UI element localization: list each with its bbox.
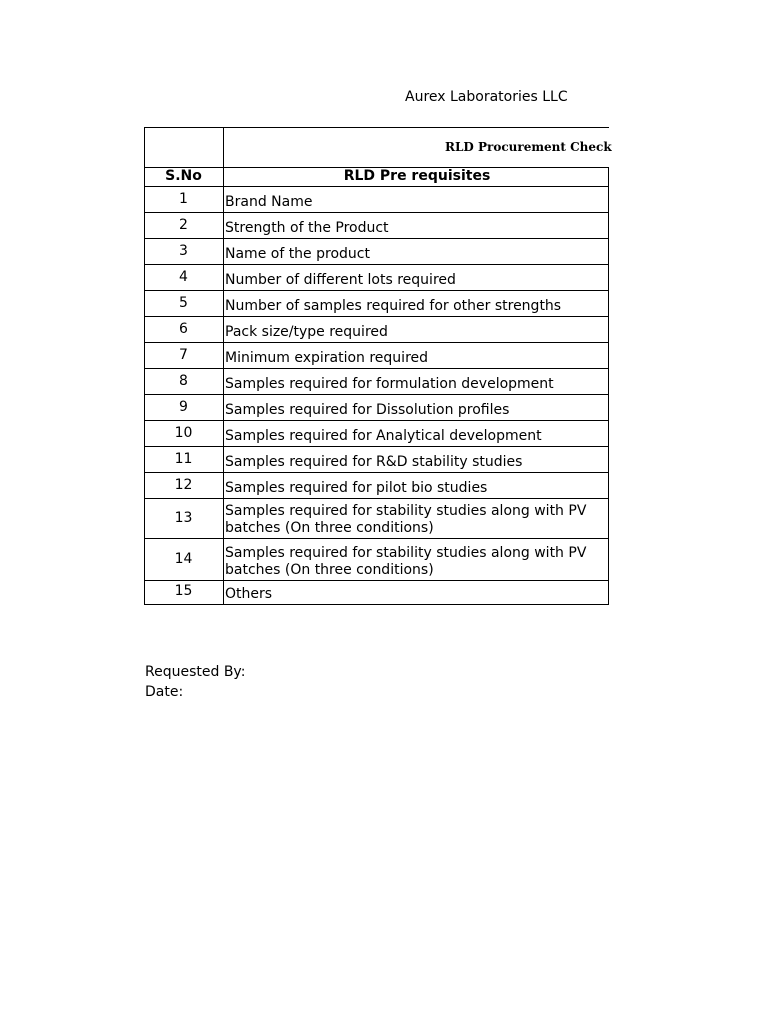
row-divider	[144, 394, 609, 395]
prerequisite-text: Others	[225, 586, 273, 602]
prerequisite-text: Name of the product	[225, 246, 370, 262]
row-number: 3	[179, 243, 188, 259]
row-number: 5	[179, 295, 188, 311]
row-number: 11	[174, 451, 193, 467]
requested-by-label: Requested By:	[145, 664, 246, 680]
prerequisite-text: Samples required for Dissolution profiles	[225, 402, 510, 418]
prerequisite-text: Samples required for formulation development	[225, 376, 554, 392]
row-divider	[144, 420, 609, 421]
row-number: 15	[174, 583, 193, 599]
row-divider	[144, 342, 609, 343]
table-column-divider	[223, 127, 224, 605]
row-number: 12	[174, 477, 193, 493]
prerequisite-text-line-1: Samples required for stability studies along with PV	[225, 545, 587, 561]
prerequisite-text-line-2: batches (On three conditions)	[225, 562, 434, 578]
column-header-sno: S.No	[165, 168, 202, 184]
row-divider	[144, 446, 609, 447]
row-divider	[144, 368, 609, 369]
prerequisite-text: Minimum expiration required	[225, 350, 429, 366]
row-divider	[144, 316, 609, 317]
prerequisite-text-line-1: Samples required for stability studies along with PV	[225, 503, 587, 519]
row-number: 2	[179, 217, 188, 233]
row-number: 6	[179, 321, 188, 337]
prerequisite-text: Strength of the Product	[225, 220, 389, 236]
row-number: 14	[174, 551, 193, 567]
procurement-checklist-table	[144, 127, 612, 605]
prerequisite-text: Samples required for Analytical development	[225, 428, 542, 444]
row-number: 4	[179, 269, 188, 285]
row-divider	[144, 472, 609, 473]
row-divider	[144, 498, 609, 499]
table-border-top	[144, 127, 609, 128]
row-number: 10	[174, 425, 193, 441]
row-divider	[144, 212, 609, 213]
row-number: 13	[174, 510, 193, 526]
date-label: Date:	[145, 684, 184, 700]
form-title: RLD Procurement Check	[445, 140, 612, 154]
prerequisite-text: Number of different lots required	[225, 272, 456, 288]
row-divider	[144, 538, 609, 539]
row-divider	[144, 580, 609, 581]
table-border-bottom	[144, 604, 609, 605]
prerequisite-text: Samples required for pilot bio studies	[225, 480, 488, 496]
row-number: 7	[179, 347, 188, 363]
prerequisite-text: Number of samples required for other strengths	[225, 298, 562, 314]
row-divider	[144, 238, 609, 239]
row-number: 1	[179, 191, 188, 207]
prerequisite-text-line-2: batches (On three conditions)	[225, 520, 434, 536]
prerequisite-text: Pack size/type required	[225, 324, 388, 340]
column-header-prerequisites: RLD Pre requisites	[343, 168, 491, 184]
prerequisite-text: Brand Name	[225, 194, 313, 210]
row-divider	[144, 264, 609, 265]
prerequisite-text: Samples required for R&D stability studies	[225, 454, 523, 470]
header-row-divider	[144, 186, 609, 187]
row-number: 9	[179, 399, 188, 415]
company-name: Aurex Laboratories LLC	[405, 89, 568, 105]
row-divider	[144, 290, 609, 291]
row-number: 8	[179, 373, 188, 389]
